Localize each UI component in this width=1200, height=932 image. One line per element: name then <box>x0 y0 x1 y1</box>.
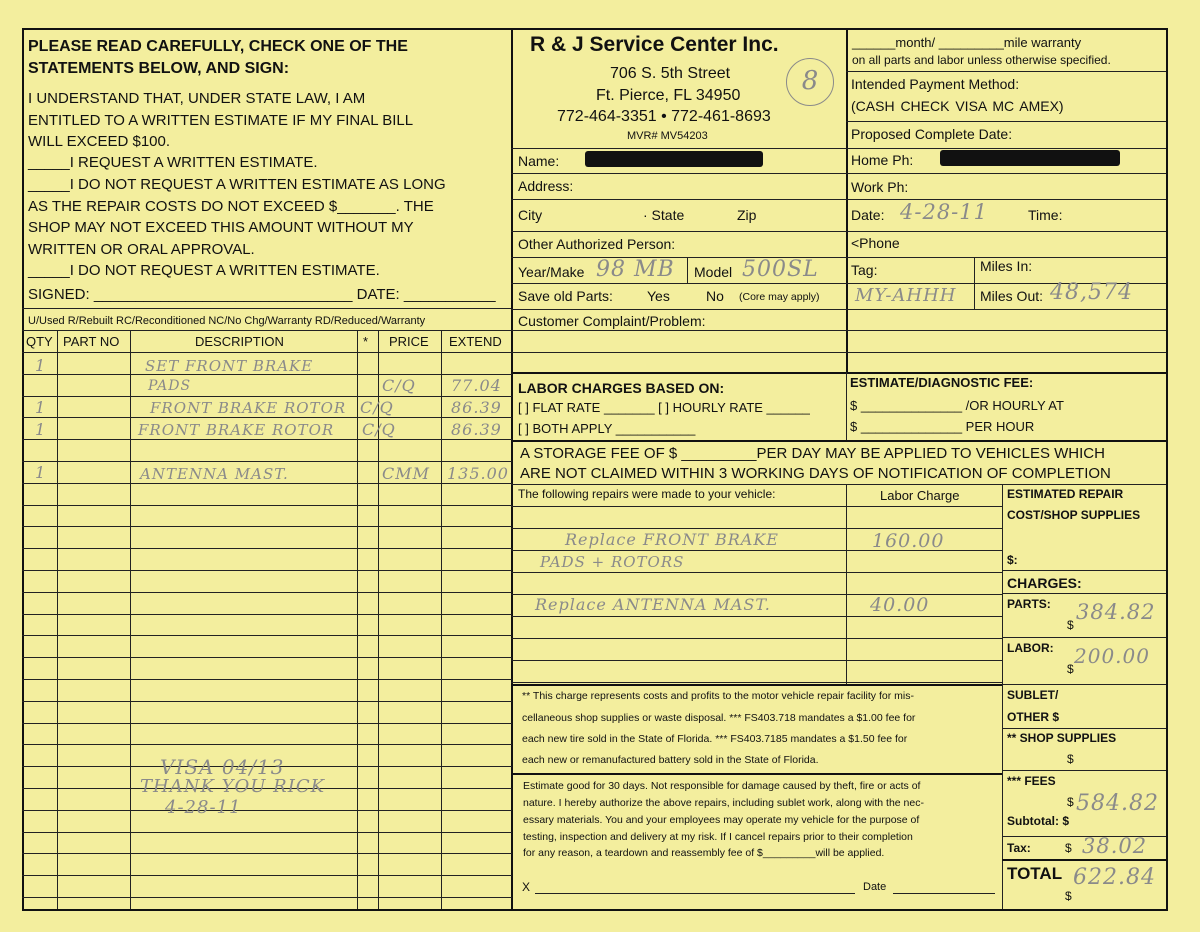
parts-table-rule <box>22 744 512 745</box>
shop-supplies-note: ** This charge represents costs and profits to the motor vehicle repair facility for mis- <box>522 690 914 702</box>
year-make-label: Year/Make <box>518 264 585 280</box>
parts-row-extend: 77.04 <box>451 376 502 395</box>
shop-city: Ft. Pierce, FL 34950 <box>596 87 741 104</box>
estimate-fee-line-2: $ ______________ PER HOUR <box>850 419 1035 434</box>
shop-supplies-label: ** SHOP SUPPLIES <box>1007 731 1117 745</box>
parts-table-rule <box>22 635 512 636</box>
consent-line: WILL EXCEED $100. <box>28 133 171 150</box>
consent-heading-2: STATEMENTS BELOW, AND SIGN: <box>28 60 290 77</box>
parts-total-value: 384.82 <box>1076 600 1156 624</box>
parts-row-extend: 86.39 <box>451 420 502 439</box>
parts-table-rule <box>22 875 512 876</box>
work-phone-label: Work Ph: <box>851 179 909 195</box>
parts-row-qty: 1 <box>35 463 47 482</box>
signature-date-line[interactable] <box>893 893 995 894</box>
shop-mvr: MVR# MV54203 <box>627 130 708 142</box>
note-date: 4-28-11 <box>165 797 242 818</box>
parts-table-rule <box>22 548 512 549</box>
authorization-text: Estimate good for 30 days. Not responsible for damage caused by theft, fire or acts of <box>523 780 921 792</box>
repair-row-rule <box>511 528 1002 529</box>
parts-table-rule <box>22 897 512 898</box>
proposed-complete-date: Proposed Complete Date: <box>851 126 1013 142</box>
tax-dollar: $ <box>1065 841 1072 855</box>
estimate-fee-line-1: $ ______________ /OR HOURLY AT <box>850 398 1064 413</box>
parts-table-rule <box>22 396 512 397</box>
core-note: (Core may apply) <box>739 291 820 303</box>
time-label: Time: <box>1028 207 1063 223</box>
payment-note: VISA 04/13 <box>160 755 285 779</box>
signed-line: SIGNED: _______________________________ DATE: ___________ <box>28 286 496 303</box>
signature-x: X <box>522 880 531 894</box>
storage-line-2: ARE NOT CLAIMED WITHIN 3 WORKING DAYS OF NOTIFICATION OF COMPLETION <box>520 465 1111 482</box>
labor-both: [ ] BOTH APPLY ___________ <box>518 421 696 436</box>
parts-table-rule <box>22 526 512 527</box>
parts-table-rule <box>22 461 512 462</box>
signature-line[interactable] <box>535 893 855 894</box>
tag-value: MY-AHHH <box>855 285 957 306</box>
consent-option-limit: _____I DO NOT REQUEST A WRITTEN ESTIMATE AS LONG <box>28 176 446 193</box>
tax-label: Tax: <box>1007 841 1031 855</box>
estimated-repair-dollar: $: <box>1007 553 1018 567</box>
payment-label: Intended Payment Method: <box>851 76 1020 92</box>
sublet-label: SUBLET/ <box>1007 688 1059 702</box>
parts-row-desc: SET FRONT BRAKE <box>145 357 314 375</box>
estimate-fee-title: ESTIMATE/DIAGNOSTIC FEE: <box>850 375 1034 390</box>
miles-out-label: Miles Out: <box>980 288 1044 304</box>
col-qty-header: QTY <box>26 334 53 349</box>
circled-number: 8 <box>786 58 834 106</box>
date-label: Date: <box>851 207 885 223</box>
parts-row-qty: 1 <box>35 420 47 439</box>
repair-row-rule <box>511 572 1002 573</box>
consent-line: AS THE REPAIR COSTS DO NOT EXCEED $_______. THE <box>28 198 434 215</box>
estimated-repair-title: ESTIMATED REPAIR <box>1007 487 1124 501</box>
shop-name: R & J Service Center Inc. <box>530 33 779 56</box>
repair-row-rule <box>511 638 1002 639</box>
frame-right <box>1166 28 1168 910</box>
miles-out-value: 48,574 <box>1050 280 1133 305</box>
parts-table-rule <box>22 592 512 593</box>
authorization-text: for any reason, a teardown and reassembly fee of $_________will be applied. <box>523 847 885 859</box>
repair-item-desc: PADS + ROTORS <box>540 553 685 571</box>
total-value: 622.84 <box>1073 865 1156 890</box>
parts-table-rule <box>22 439 512 440</box>
repair-row-rule <box>511 660 1002 661</box>
parts-row-desc: FRONT BRAKE ROTOR <box>150 399 347 417</box>
parts-row-desc: PADS <box>148 378 192 394</box>
col-partno-header: PART NO <box>63 334 120 349</box>
consent-option-no-estimate: _____I DO NOT REQUEST A WRITTEN ESTIMATE. <box>28 262 380 279</box>
parts-table-rule <box>22 723 512 724</box>
consent-line: SHOP MAY NOT EXCEED THIS AMOUNT WITHOUT MY <box>28 219 414 236</box>
repair-item-desc: Replace FRONT BRAKE <box>565 530 779 549</box>
consent-line: WRITTEN OR ORAL APPROVAL. <box>28 241 255 258</box>
col-price-header: PRICE <box>389 334 429 349</box>
repairs-header: The following repairs were made to your vehicle: <box>518 487 776 501</box>
labor-label: LABOR: <box>1007 641 1054 655</box>
shop-phones: 772-464-3351 • 772-461-8693 <box>557 108 771 125</box>
authorization-text: testing, inspection and delivery at my risk. If I cancel repairs prior to their completion <box>523 831 913 843</box>
parts-dollar: $ <box>1067 618 1074 632</box>
storage-line-1: A STORAGE FEE OF $ _________PER DAY MAY BE APPLIED TO VEHICLES WHICH <box>520 445 1105 462</box>
repair-item-labor: 40.00 <box>870 594 930 616</box>
save-parts-yes: Yes <box>647 288 670 304</box>
parts-table-rule <box>22 614 512 615</box>
frame-left <box>22 28 24 910</box>
col-description-header: DESCRIPTION <box>195 334 284 349</box>
parts-table-rule <box>22 853 512 854</box>
parts-table-rule <box>22 417 512 418</box>
state-label: · State <box>643 207 685 223</box>
consent-line: I UNDERSTAND THAT, UNDER STATE LAW, I AM <box>28 90 366 107</box>
labor-dollar: $ <box>1067 662 1074 676</box>
save-parts-no: No <box>706 288 724 304</box>
tag-label: Tag: <box>851 262 878 278</box>
complaint-label: Customer Complaint/Problem: <box>518 313 706 329</box>
parts-row-qty: 1 <box>35 398 47 417</box>
signature-date-label: Date <box>863 881 887 893</box>
warranty-line-1: ______month/ _________mile warranty <box>852 35 1082 50</box>
repair-item-desc: Replace ANTENNA MAST. <box>535 595 771 614</box>
phone-label: <Phone <box>851 235 900 251</box>
parts-row-code: C/Q <box>360 398 394 417</box>
col-extend-header: EXTEND <box>449 334 502 349</box>
labor-charge-header: Labor Charge <box>880 488 960 503</box>
subtotal-value: 584.82 <box>1076 791 1159 816</box>
thank-you-note: THANK YOU RICK <box>140 776 326 797</box>
total-label: TOTAL <box>1007 864 1063 883</box>
frame-top <box>22 28 1168 30</box>
date-value: 4-28-11 <box>900 200 988 224</box>
other-authorized-label: Other Authorized Person: <box>518 236 676 252</box>
parts-row-qty: 1 <box>35 356 47 375</box>
consent-line: ENTITLED TO A WRITTEN ESTIMATE IF MY FINAL BILL <box>28 112 414 129</box>
address-label: Address: <box>518 178 574 194</box>
shop-supplies-dollar: $ <box>1067 752 1074 766</box>
parts-label: PARTS: <box>1007 597 1051 611</box>
parts-table-rule <box>22 832 512 833</box>
model-value: 500SL <box>742 257 819 282</box>
tax-value: 38.02 <box>1082 834 1148 858</box>
labor-title: LABOR CHARGES BASED ON: <box>518 380 725 396</box>
other-label: OTHER $ <box>1007 710 1060 724</box>
consent-option-request: _____I REQUEST A WRITTEN ESTIMATE. <box>28 154 318 171</box>
labor-flat-hourly: [ ] FLAT RATE _______ [ ] HOURLY RATE ______ <box>518 400 810 415</box>
warranty-line-2: on all parts and labor unless otherwise specified. <box>852 53 1111 67</box>
parts-row-extend: 86.39 <box>451 398 502 417</box>
shop-street: 706 S. 5th Street <box>610 65 731 82</box>
charges-title: CHARGES: <box>1007 575 1082 591</box>
miles-in-label: Miles In: <box>980 258 1033 274</box>
repair-row-rule <box>511 616 1002 617</box>
fees-label: *** FEES <box>1007 774 1056 788</box>
consent-heading-1: PLEASE READ CAREFULLY, CHECK ONE OF THE <box>28 38 408 55</box>
payment-options: (CASH CHECK VISA MC AMEX) <box>851 98 1064 114</box>
parts-row-desc: FRONT BRAKE ROTOR <box>138 421 335 439</box>
repair-row-rule <box>511 682 1002 683</box>
col-star-header: * <box>363 334 369 349</box>
parts-table-rule <box>22 505 512 506</box>
total-dollar: $ <box>1065 889 1072 903</box>
subtotal-label: Subtotal: $ <box>1007 814 1069 828</box>
model-label: Model <box>694 264 733 280</box>
frame-bottom <box>22 909 1168 911</box>
parts-row-desc: ANTENNA MAST. <box>140 465 289 483</box>
zip-label: Zip <box>737 207 757 223</box>
parts-row-code: CMM <box>382 464 431 483</box>
redacted-name <box>585 151 763 167</box>
shop-supplies-note: each new tire sold in the State of Florida. *** FS403.7185 mandates a $1.50 fee for <box>522 733 908 745</box>
shop-supplies-note: each new or remanufactured battery sold in the State of Florida. <box>522 754 819 766</box>
estimated-repair-title: COST/SHOP SUPPLIES <box>1007 508 1141 522</box>
city-label: City <box>518 207 543 223</box>
save-parts-label: Save old Parts: <box>518 288 613 304</box>
fees-dollar: $ <box>1067 795 1074 809</box>
authorization-text: nature. I hereby authorize the above repairs, including sublet work, along with the nec- <box>523 797 924 809</box>
parts-table-rule <box>22 810 512 811</box>
parts-table-rule <box>22 352 512 353</box>
labor-total-value: 200.00 <box>1074 644 1150 668</box>
repair-item-labor: 160.00 <box>872 530 945 552</box>
parts-table-rule <box>22 701 512 702</box>
authorization-text: essary materials. You and your employees may operate my vehicle for the purpose of <box>523 814 920 826</box>
parts-row-code: C/Q <box>382 376 416 395</box>
redacted-phone <box>940 150 1120 166</box>
parts-legend: U/Used R/Rebuilt RC/Reconditioned NC/No Chg/Warranty RD/Reduced/Warranty <box>28 315 426 327</box>
parts-row-extend: 135.00 <box>447 464 509 483</box>
parts-row-code: C/Q <box>362 420 396 439</box>
parts-table-rule <box>22 657 512 658</box>
home-phone-label: Home Ph: <box>851 152 914 168</box>
name-label: Name: <box>518 153 560 169</box>
year-make-value: 98 MB <box>596 257 675 282</box>
shop-supplies-note: cellaneous shop supplies or waste disposal. *** FS403.718 mandates a $1.00 fee for <box>522 712 916 724</box>
parts-table-rule <box>22 679 512 680</box>
parts-table-rule <box>22 570 512 571</box>
